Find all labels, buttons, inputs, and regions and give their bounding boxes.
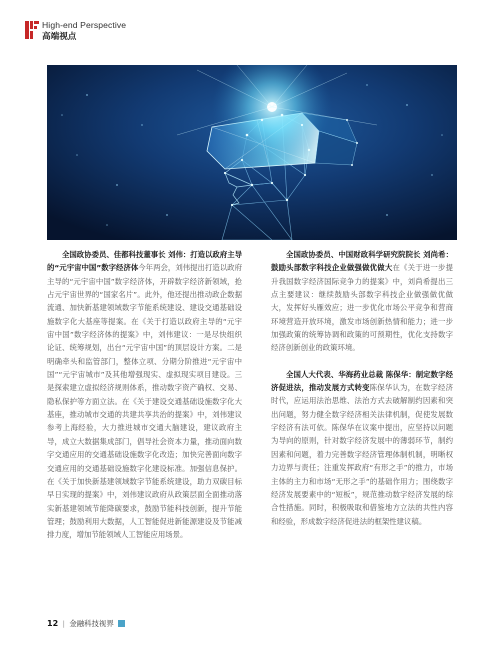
section-title-en: High-end Perspective [42,20,127,30]
paragraph-lead: 全国政协委员、佳都科技董事长 刘伟：打造以政府主导的“元宇宙中国”数字经济体 [47,250,242,273]
publication-name: 金融科技视界 [69,619,114,628]
article-paragraph [271,248,453,355]
article-paragraph [47,248,242,542]
article-paragraph [271,368,453,528]
paragraph-body: 今年两会，刘伟提出打造以政府主导的“元宇宙中国”数字经济体，开辟数字经济新领域，抢占元宇宙世界的“国家名片”。此外，他还提出推动政企数据流通、加快新基建领域数字节能系统建设、建设交通基础设施数字化大基座等提案。在《关于打造以政府主导的“元宇宙中国”数字经济体的提案》中，刘伟建议：一是尽快组织论证、统筹规划，出台“元宇宙中国”的顶层设计方案。二是明确牵头和监管部门，整体立项、分期分阶推进“元宇宙中国”“元宇宙城市”及其他增强现实、虚拟现实项目建设。三是探索建立虚拟经济规则体系，推动数字资产确权、交易、隐私保护等方面立法。在《关于建设交通基础设施数字化大基座，推动城市交通的共建共享共治的提案》中，刘伟建议参考上海经验，大力推进城市交通大脑建设，建议政府主导，成立大数据集成部门，倡导社会资本力量，推动面向数字交通应用的交通基础设施数字化改造；加快完善面向数字交通应用的交通基础设施数字化建设标准。加强信息保护。在《关于加快新基建领域数字节能系统建设，助力双碳目标早日实现的提案》中，刘伟建议政府从政策层面全面推动落实新基建领域节能降碳要求，鼓励节能科技创新，提升节能管理；鼓励利用大数据，人工智能促进新能源建设及节能减排力度，增加节能领域人工智能应用场景。 [47,263,242,540]
footer-separator: | [62,619,65,628]
article-column-right [271,248,453,528]
publication-logo-icon [118,620,125,627]
paragraph-body: 在《关于进一步提升我国数字经济国际竞争力的提案》中，刘尚希提出三点主要建议：继续鼓励头部数字科技企业做强做优做大，发挥好头雁效应；进一步优化市场公平竞争和营商环境营造开放环境，激发市场创新热情和能力；进一步加强政策的统筹协调和政策的可预期性，优化支持数字经济创新创业的政策环境。 [271,263,453,353]
article-column-left [47,248,242,542]
section-title-zh: 高端视点 [42,32,77,42]
page-footer [47,618,125,629]
page-number: 12 [47,619,59,628]
paragraph-lead: 全国人大代表、华海药业总裁 陈保华：制定数字经济促进法，推动发展方式转变 [271,369,453,393]
section-mark-icon [25,21,39,39]
paragraph-body: 陈保华认为，在数字经济时代，应运用法治思维、法治方式去破解制约因素和突出问题，努力健全数字经济相关法律机制，促使发展数字经济有法可依。陈保华在议案中提出，应坚持以问题为导向的原则，针对数字经济发展中的薄弱环节，制约因素和问题，着力完善数字经济管理体制机制，明晰权力边界与责任；注重发挥政府“有形之手”的推力，市场主体的主力和市场“无形之手”的基础作用力；围绕数字经济发展要素中的“短板”，规范推动数字经济发展的综合性措施。同时，积极吸取和借鉴地方立法的共性内容和经验，形成数字经济促进法的框架性建议稿。 [271,383,453,526]
paragraph-lead: 全国政协委员、中国财政科学研究院院长 刘尚希：鼓励头部数字科技企业做强做优做大 [271,250,453,273]
vr-headset-digital-face-image [47,65,457,240]
hero-image [47,65,457,240]
